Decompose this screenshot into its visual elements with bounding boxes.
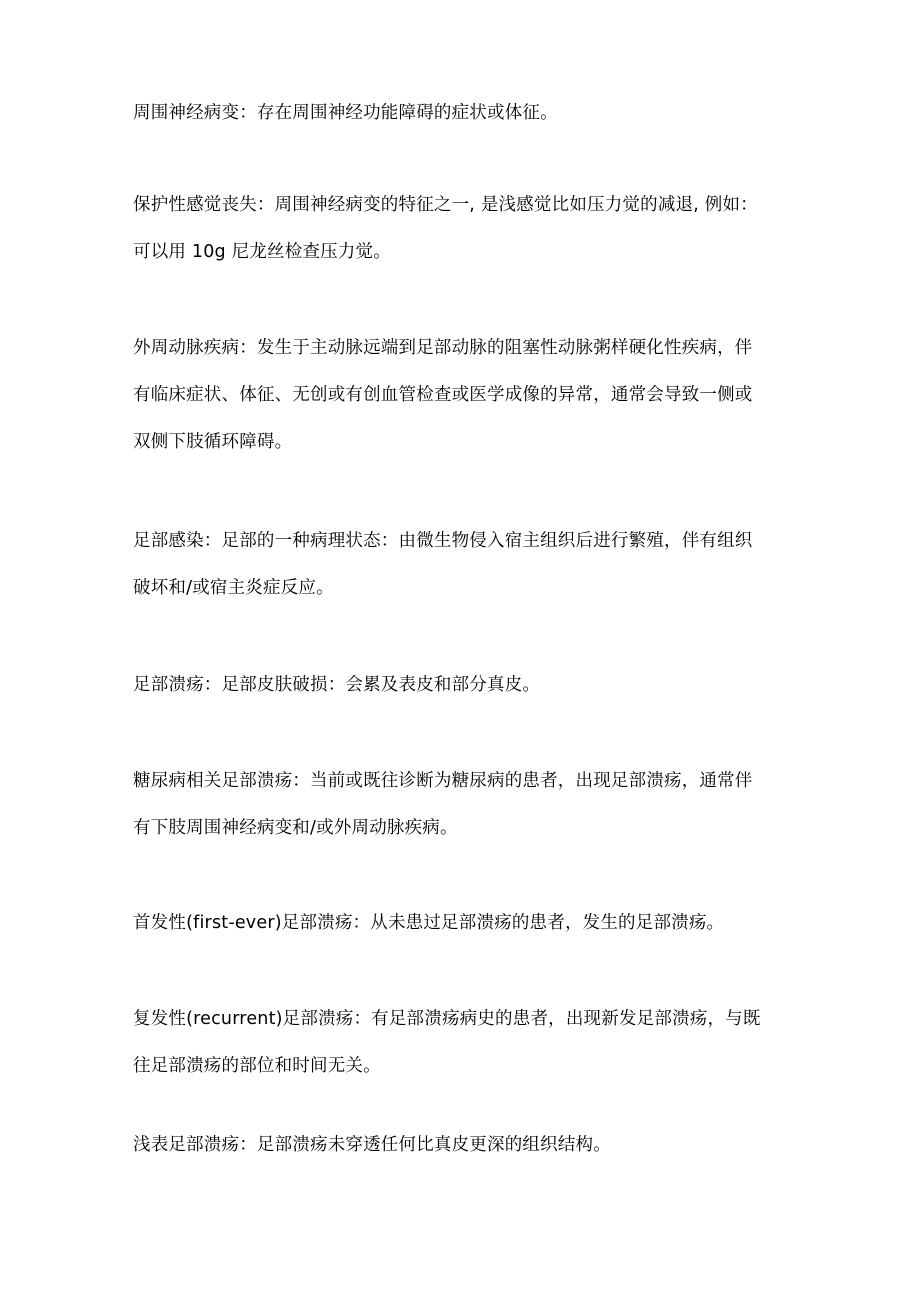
definition-first-ever-foot-ulcer	[133, 900, 793, 947]
definition-peripheral-neuropathy	[133, 90, 793, 137]
paragraph-line: 保护性感觉丧失：周围神经病变的特征之一, 是浅感觉比如压力觉的减退, 例如：	[133, 195, 758, 215]
paragraph-line: 有下肢周围神经病变和/或外周动脉疾病。	[133, 818, 458, 838]
definition-foot-infection	[133, 518, 793, 612]
paragraph-line: 破坏和/或宿主炎症反应。	[133, 578, 334, 598]
paragraph-line: 复发性(recurrent)足部溃疡：有足部溃疡病史的患者，出现新发足部溃疡，与既	[133, 1009, 761, 1029]
definition-diabetes-related-foot-ulcer	[133, 758, 793, 852]
paragraph-line: 足部溃疡：足部皮肤破损：会累及表皮和部分真皮。	[133, 675, 541, 695]
paragraph-line: 可以用 10g 尼龙丝检查压力觉。	[133, 242, 391, 262]
paragraph-line: 有临床症状、体征、无创或有创血管检查或医学成像的异常，通常会导致一侧或	[133, 385, 753, 405]
paragraph-line: 首发性(first-ever)足部溃疡：从未患过足部溃疡的患者，发生的足部溃疡。	[133, 913, 725, 933]
paragraph-line: 往足部溃疡的部位和时间无关。	[133, 1056, 381, 1076]
definition-loss-of-protective-sensation	[133, 182, 793, 276]
definition-foot-ulcer	[133, 662, 793, 709]
paragraph-line: 周围神经病变：存在周围神经功能障碍的症状或体征。	[133, 103, 558, 123]
definition-recurrent-foot-ulcer	[133, 996, 793, 1090]
paragraph-line: 糖尿病相关足部溃疡：当前或既往诊断为糖尿病的患者，出现足部溃疡，通常伴	[133, 771, 753, 791]
definition-peripheral-artery-disease	[133, 325, 793, 466]
paragraph-line: 双侧下肢循环障碍。	[133, 432, 293, 452]
paragraph-line: 足部感染：足部的一种病理状态：由微生物侵入宿主组织后进行繁殖，伴有组织	[133, 531, 753, 551]
paragraph-line: 浅表足部溃疡：足部溃疡未穿透任何比真皮更深的组织结构。	[133, 1135, 611, 1155]
definition-superficial-foot-ulcer	[133, 1122, 793, 1169]
paragraph-line: 外周动脉疾病：发生于主动脉远端到足部动脉的阻塞性动脉粥样硬化性疾病，伴	[133, 338, 753, 358]
